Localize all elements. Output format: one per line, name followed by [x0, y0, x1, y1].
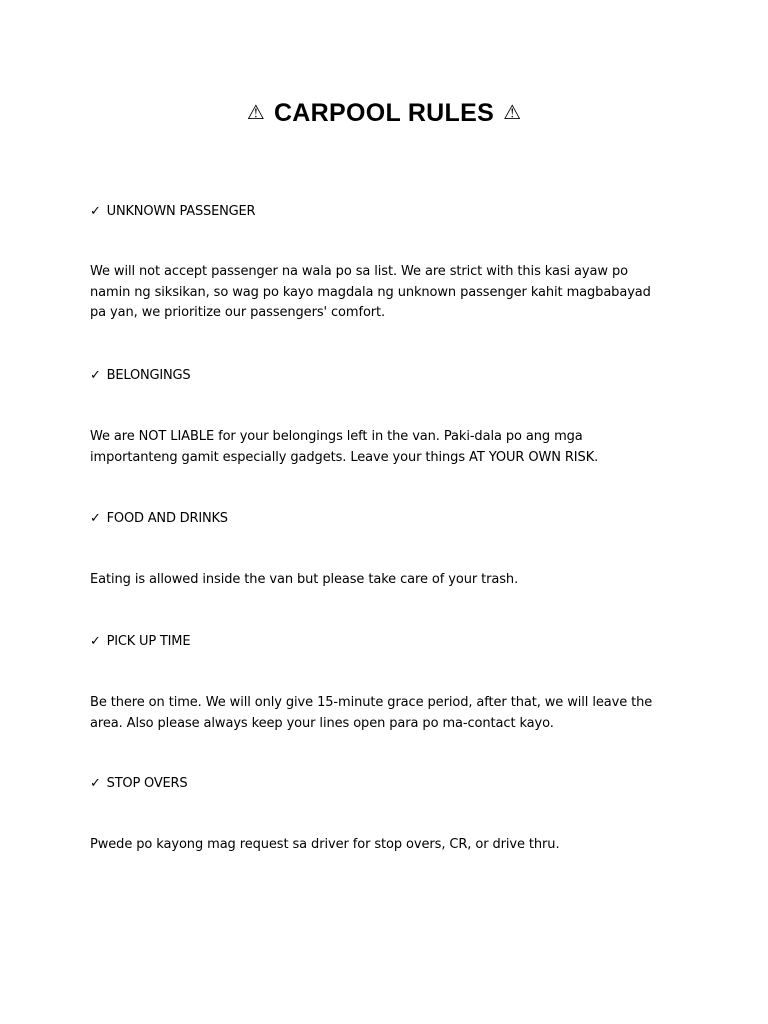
- section-heading: [90, 202, 255, 222]
- checkmark-icon: ✓: [90, 204, 101, 219]
- section-heading: [90, 509, 228, 529]
- section-body: We are NOT LIABLE for your belongings left in the van. Paki-dala po ang mga importanteng gamit especially gadgets. Leave your things AT YOUR OWN RISK.: [90, 429, 599, 465]
- section-body: Be there on time. We will only give 15-minute grace period, after that, we will leave the area. Also please always keep your lines open para po ma-contact kayo.: [90, 695, 653, 731]
- section-heading: [90, 366, 190, 386]
- section-heading-text: STOP OVERS: [106, 776, 188, 791]
- checkmark-icon: ✓: [90, 511, 101, 526]
- section-heading: [90, 774, 187, 794]
- checkmark-icon: ✓: [90, 368, 101, 383]
- warning-icon: ⚠: [503, 100, 522, 124]
- section-body: We will not accept passenger na wala po sa list. We are strict with this kasi ayaw po namin ng siksikan, so wag po kayo magdala ng unknown passenger kahit magbabayad pa yan, we prioritize our passengers' comfort.: [90, 264, 651, 320]
- page-title: [0, 96, 768, 129]
- section-heading-text: FOOD AND DRINKS: [106, 511, 228, 526]
- section-body: Eating is allowed inside the van but please take care of your trash.: [90, 572, 519, 587]
- checkmark-icon: ✓: [90, 634, 101, 649]
- section-heading-text: UNKNOWN PASSENGER: [106, 204, 256, 219]
- section-heading-text: PICK UP TIME: [106, 634, 191, 649]
- section-heading: [90, 632, 190, 652]
- section-heading-text: BELONGINGS: [106, 368, 191, 383]
- page-title-text: CARPOOL RULES: [273, 99, 495, 127]
- checkmark-icon: ✓: [90, 776, 101, 791]
- section-body: Pwede po kayong mag request sa driver for stop overs, CR, or drive thru.: [90, 837, 560, 852]
- warning-icon: ⚠: [246, 100, 265, 124]
